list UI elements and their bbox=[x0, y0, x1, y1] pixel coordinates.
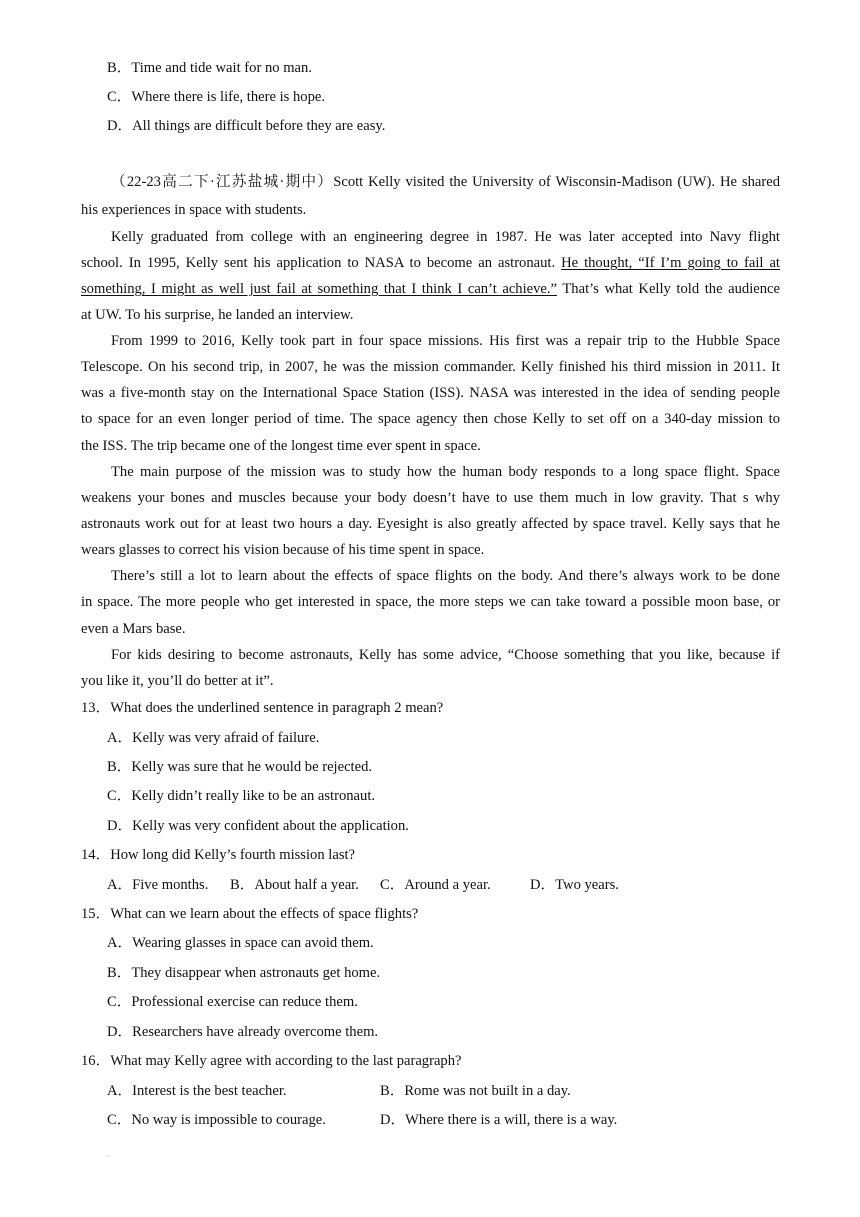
passage-p6-line2: you like it, you’ll do better at it”. bbox=[81, 673, 274, 689]
passage-p3-line1: From 1999 to 2016, Kelly took part in four space missions. His first was a repair trip to the Hubble Space bbox=[111, 333, 780, 349]
question-13-stem: 13．What does the underlined sentence in paragraph 2 mean? bbox=[81, 700, 444, 716]
passage-p4-line3: astronauts work out for at least two hours a day. Eyesight is also greatly affected by space travel. Kelly says that he bbox=[81, 516, 780, 532]
question-14-option-c: C．Around a year. bbox=[380, 877, 491, 893]
question-15-option-d: D．Researchers have already overcome them. bbox=[107, 1024, 379, 1040]
question-16-option-a: A．Interest is the best teacher. bbox=[107, 1083, 287, 1099]
question-14-option-d: D．Two years. bbox=[530, 877, 619, 893]
passage-p5-line2: in space. The more people who get interested in space, the more steps we can take toward a possible moon base, or bbox=[81, 594, 780, 610]
question-16-option-c: C．No way is impossible to courage. bbox=[107, 1112, 326, 1128]
question-15-option-a: A．Wearing glasses in space can avoid them. bbox=[107, 935, 374, 951]
passage-p2-line2: school. In 1995, Kelly sent his application to NASA to become an astronaut. He thought, “If I’m going to fail at bbox=[81, 255, 780, 271]
question-15-option-b: B．They disappear when astronauts get home. bbox=[107, 965, 381, 981]
question-14-option-a: A．Five months. bbox=[107, 877, 209, 893]
passage-p4-line1: The main purpose of the mission was to study how the human body responds to a long space flight. Space bbox=[111, 464, 780, 480]
question-13-option-b: B．Kelly was sure that he would be rejected. bbox=[107, 759, 373, 775]
question-16-option-b: B．Rome was not built in a day. bbox=[380, 1083, 571, 1099]
prev-option-b: B．Time and tide wait for no man. bbox=[107, 60, 312, 76]
passage-p3-line3: was a five-month stay on the International Space Station (ISS). NASA was interested in the idea of sending people bbox=[81, 385, 780, 401]
passage-p4-line4: wears glasses to correct his vision because of his time spent in space. bbox=[81, 542, 485, 558]
passage-p1-line1: （22-23高二下·江苏盐城·期中）Scott Kelly visited the University of Wisconsin-Madison (UW). He shared bbox=[111, 174, 780, 190]
passage-p6-line1: For kids desiring to become astronauts, Kelly has some advice, “Choose something that you like, because if bbox=[111, 647, 780, 663]
passage-p2-line1: Kelly graduated from college with an engineering degree in 1987. He was later accepted into Navy flight bbox=[111, 229, 780, 245]
passage-p2-line4: at UW. To his surprise, he landed an interview. bbox=[81, 307, 354, 323]
question-14-option-b: B．About half a year. bbox=[230, 877, 359, 893]
question-13-option-c: C．Kelly didn’t really like to be an astronaut. bbox=[107, 788, 376, 804]
prev-option-c: C．Where there is life, there is hope. bbox=[107, 89, 326, 105]
question-15-stem: 15．What can we learn about the effects of space flights? bbox=[81, 906, 419, 922]
footer-mark: . bbox=[107, 1150, 109, 1159]
source-tag: （22-23高二下·江苏盐城·期中） bbox=[111, 174, 334, 190]
passage-p3-line5: the ISS. The trip became one of the longest time ever spent in space. bbox=[81, 438, 481, 454]
passage-p3-line2: Telescope. On his second trip, in 2007, he was the mission commander. Kelly finished his third mission in 2011. It bbox=[81, 359, 780, 375]
question-16-stem: 16．What may Kelly agree with according to the last paragraph? bbox=[81, 1053, 462, 1069]
question-15-option-c: C．Professional exercise can reduce them. bbox=[107, 994, 358, 1010]
question-13-option-d: D．Kelly was very confident about the application. bbox=[107, 818, 409, 834]
question-14-stem: 14．How long did Kelly’s fourth mission last? bbox=[81, 847, 356, 863]
prev-option-d: D．All things are difficult before they are easy. bbox=[107, 118, 386, 134]
passage-p5-line1: There’s still a lot to learn about the effects of space flights on the body. And there’s always work to be done bbox=[111, 568, 780, 584]
passage-p4-line2: weakens your bones and muscles because your body doesn’t have to use them much in low gravity. That s why bbox=[81, 490, 780, 506]
passage-p2-line3: something, I might as well just fail at something that I think I can’t achieve.” That’s what Kelly told the audience bbox=[81, 281, 780, 297]
passage-p1-line2: his experiences in space with students. bbox=[81, 202, 307, 218]
underlined-sentence-part1: He thought, “If I’m going to fail at bbox=[561, 255, 780, 271]
passage-p3-line4: to space for an even longer period of time. The space agency then chose Kelly to set off on a 340-day mission to bbox=[81, 411, 780, 427]
underlined-sentence-part2: something, I might as well just fail at something that I think I can’t achieve.” bbox=[81, 281, 558, 297]
passage-p5-line3: even a Mars base. bbox=[81, 621, 186, 637]
question-16-option-d: D．Where there is a will, there is a way. bbox=[380, 1112, 618, 1128]
question-13-option-a: A．Kelly was very afraid of failure. bbox=[107, 730, 320, 746]
